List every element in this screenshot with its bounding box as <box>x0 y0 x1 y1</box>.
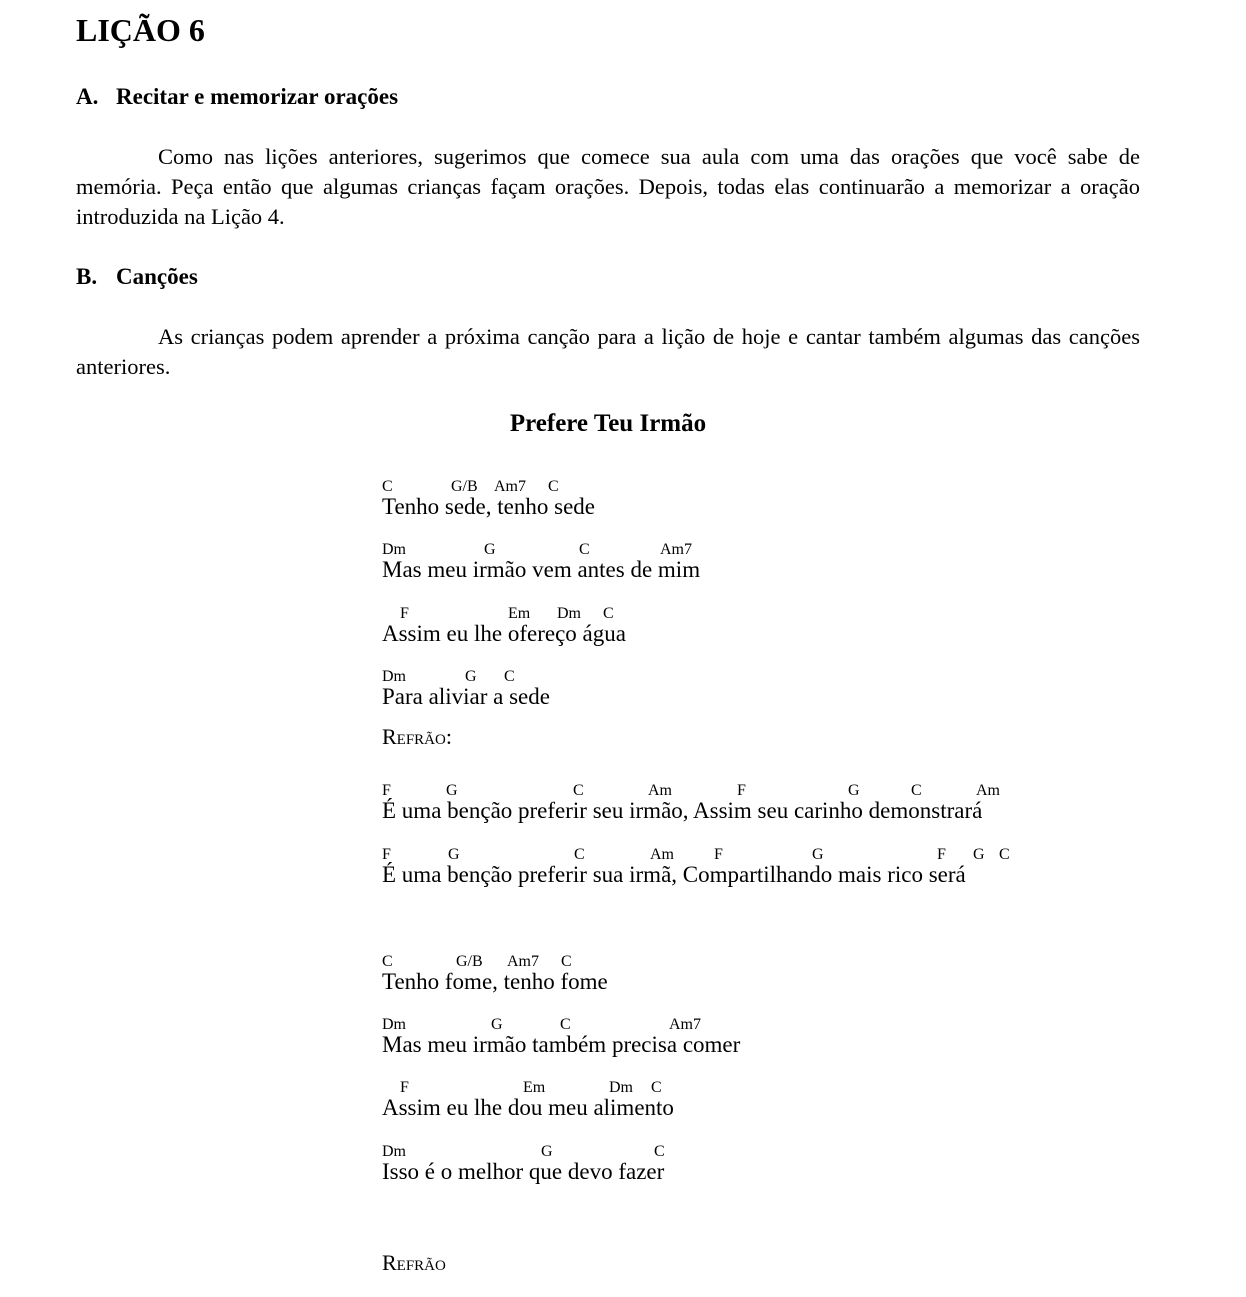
song-line-7 <box>382 953 1182 1003</box>
chord: G <box>848 782 860 799</box>
chord: G/B <box>451 478 478 495</box>
chord: Em <box>523 1079 546 1096</box>
chord: G <box>465 668 477 685</box>
lyric: Isso é o melhor que devo fazer <box>382 1159 665 1184</box>
section-a-heading <box>76 84 398 110</box>
song-line-1 <box>382 478 1182 528</box>
song-line-3 <box>382 605 1182 655</box>
lyric: Mas meu irmão vem antes de mim <box>382 557 701 582</box>
chord: C <box>561 953 572 970</box>
chord: Am7 <box>494 478 526 495</box>
section-b-paragraph: As crianças podem aprender a próxima canção para a lição de hoje e cantar também algumas das canções anteriores. <box>76 324 1140 379</box>
chord: C <box>999 846 1010 863</box>
song-line-9 <box>382 1079 1182 1129</box>
chord: Am <box>976 782 1000 799</box>
chord: Dm <box>382 668 406 685</box>
song-title: Prefere Teu Irmão <box>509 410 707 437</box>
chord: Em <box>508 605 531 622</box>
chord: Am7 <box>507 953 539 970</box>
chord: C <box>654 1143 665 1160</box>
chord: Dm <box>382 541 406 558</box>
chord: C <box>573 782 584 799</box>
chord: G/B <box>456 953 483 970</box>
chord: Dm <box>382 1016 406 1033</box>
chord: F <box>400 605 409 622</box>
chord: F <box>382 782 391 799</box>
chord: Am7 <box>669 1016 701 1033</box>
song-line-2 <box>382 541 1182 591</box>
chord: C <box>504 668 515 685</box>
section-a-title: Recitar e memorizar orações <box>116 84 399 109</box>
chord: C <box>579 541 590 558</box>
chord: C <box>574 846 585 863</box>
lyric: Para aliviar a sede <box>382 684 550 709</box>
section-a-letter: A. <box>76 84 99 109</box>
chord: G <box>541 1143 553 1160</box>
chord: C <box>382 953 393 970</box>
chord: Dm <box>382 1143 406 1160</box>
chord: F <box>400 1079 409 1096</box>
song-line-5 <box>382 782 1182 832</box>
chord: F <box>937 846 946 863</box>
lesson-title: LIÇÃO 6 <box>76 12 205 48</box>
chord: G <box>448 846 460 863</box>
lyric: Tenho sede, tenho sede <box>382 494 595 519</box>
lyric: Assim eu lhe dou meu alimento <box>382 1095 674 1120</box>
chord: Dm <box>609 1079 633 1096</box>
lyric: Assim eu lhe ofereço água <box>382 621 626 646</box>
chord: G <box>973 846 985 863</box>
song-line-10 <box>382 1143 1182 1193</box>
chord: G <box>446 782 458 799</box>
song-line-8 <box>382 1016 1182 1066</box>
chord: Am <box>648 782 672 799</box>
chord: G <box>484 541 496 558</box>
song-line-4 <box>382 668 1182 718</box>
chord: Dm <box>557 605 581 622</box>
chord: Am7 <box>660 541 692 558</box>
chord: Am <box>650 846 674 863</box>
lyric: É uma benção preferir seu irmão, Assim seu carinho demonstrará <box>382 798 983 823</box>
chord: F <box>382 846 391 863</box>
chord: C <box>651 1079 662 1096</box>
lyric: Tenho fome, tenho fome <box>382 969 608 994</box>
chord: C <box>548 478 559 495</box>
chord: C <box>560 1016 571 1033</box>
chord: F <box>714 846 723 863</box>
section-b-heading <box>76 264 198 290</box>
song-line-6 <box>382 846 1182 896</box>
chord: C <box>911 782 922 799</box>
section-b-letter: B. <box>76 264 98 289</box>
chord: C <box>603 605 614 622</box>
chord: C <box>382 478 393 495</box>
section-b-title: Canções <box>116 264 198 289</box>
chord: G <box>491 1016 503 1033</box>
chord: G <box>812 846 824 863</box>
lyric: É uma benção preferir sua irmã, Compartilhando mais rico será <box>382 862 966 887</box>
refrain-label: Refrão: <box>382 724 452 749</box>
refrain-label-end: Refrão <box>382 1250 446 1275</box>
chord: F <box>737 782 746 799</box>
lyric: Mas meu irmão também precisa comer <box>382 1032 741 1057</box>
section-a-paragraph: Como nas lições anteriores, sugerimos que comece sua aula com uma das orações que você sabe de memória. Peça então que algumas crianças façam orações. Depois, todas elas continuarão a memorizar a oração introduzida na Lição 4. <box>76 144 1140 229</box>
